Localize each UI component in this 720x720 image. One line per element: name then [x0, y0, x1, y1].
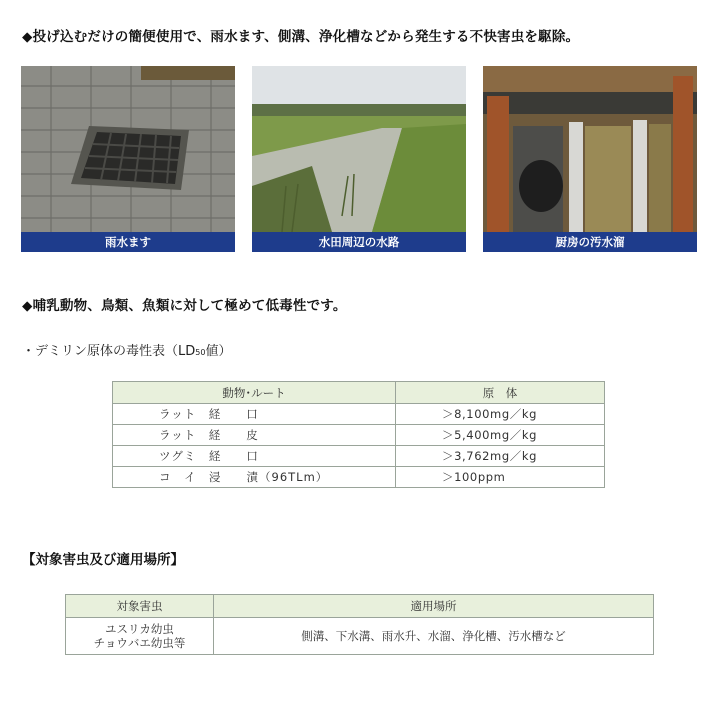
paddy-channel-image [252, 66, 466, 232]
photo-paddy-channel [252, 66, 466, 252]
photo-caption: 水田周辺の水路 [252, 232, 466, 252]
value-cell: ＞5,400mg／kg [396, 425, 605, 446]
header-route: 動物･ルート [113, 382, 396, 404]
table-header-row [66, 595, 654, 618]
toxicity-table [112, 381, 605, 488]
heading-target-pests: 【対象害虫及び適用場所】 [22, 552, 184, 568]
pests-cell [66, 618, 214, 655]
toxicity-table-title [22, 340, 231, 359]
table-header-row [113, 382, 605, 404]
header-substance: 原 体 [396, 382, 605, 404]
value-cell: ＞3,762mg／kg [396, 446, 605, 467]
kitchen-sump-image [483, 66, 697, 232]
photo-row [21, 66, 697, 252]
route-cell: ツグミ 経 口 [113, 446, 396, 467]
subtitle-prefix: ・デミリン原体の毒性表（LD [22, 344, 196, 359]
route-cell: コ イ 浸 漬（96TLm） [113, 467, 396, 488]
photo-rain-basin [21, 66, 235, 252]
value-cell: ＞8,100mg／kg [396, 404, 605, 425]
route-cell: ラット 経 皮 [113, 425, 396, 446]
pest-name: ユスリカ幼虫 [105, 622, 174, 636]
subtitle-suffix: 値） [205, 344, 232, 359]
table-row [113, 425, 605, 446]
header-pests: 対象害虫 [66, 595, 214, 618]
subtitle-subscript: 50 [195, 348, 206, 357]
rain-basin-image [21, 66, 235, 232]
photo-caption: 厨房の汚水溜 [483, 232, 697, 252]
heading-low-toxicity: ◆哺乳動物、鳥類、魚類に対して極めて低毒性です。 [22, 298, 347, 314]
pest-name: チョウバエ幼虫等 [93, 636, 186, 650]
heading-application: ◆投げ込むだけの簡便使用で、雨水ます、側溝、浄化槽などから発生する不快害虫を駆除。 [22, 29, 580, 45]
value-cell: ＞100ppm [396, 467, 605, 488]
photo-caption: 雨水ます [21, 232, 235, 252]
header-places: 適用場所 [214, 595, 654, 618]
table-row [113, 404, 605, 425]
target-pest-table [65, 594, 654, 655]
photo-kitchen-sump [483, 66, 697, 252]
table-row [113, 467, 605, 488]
table-row [66, 618, 654, 655]
table-row [113, 446, 605, 467]
route-cell: ラット 経 口 [113, 404, 396, 425]
places-cell: 側溝、下水溝、雨水升、水溜、浄化槽、汚水槽など [214, 618, 654, 655]
